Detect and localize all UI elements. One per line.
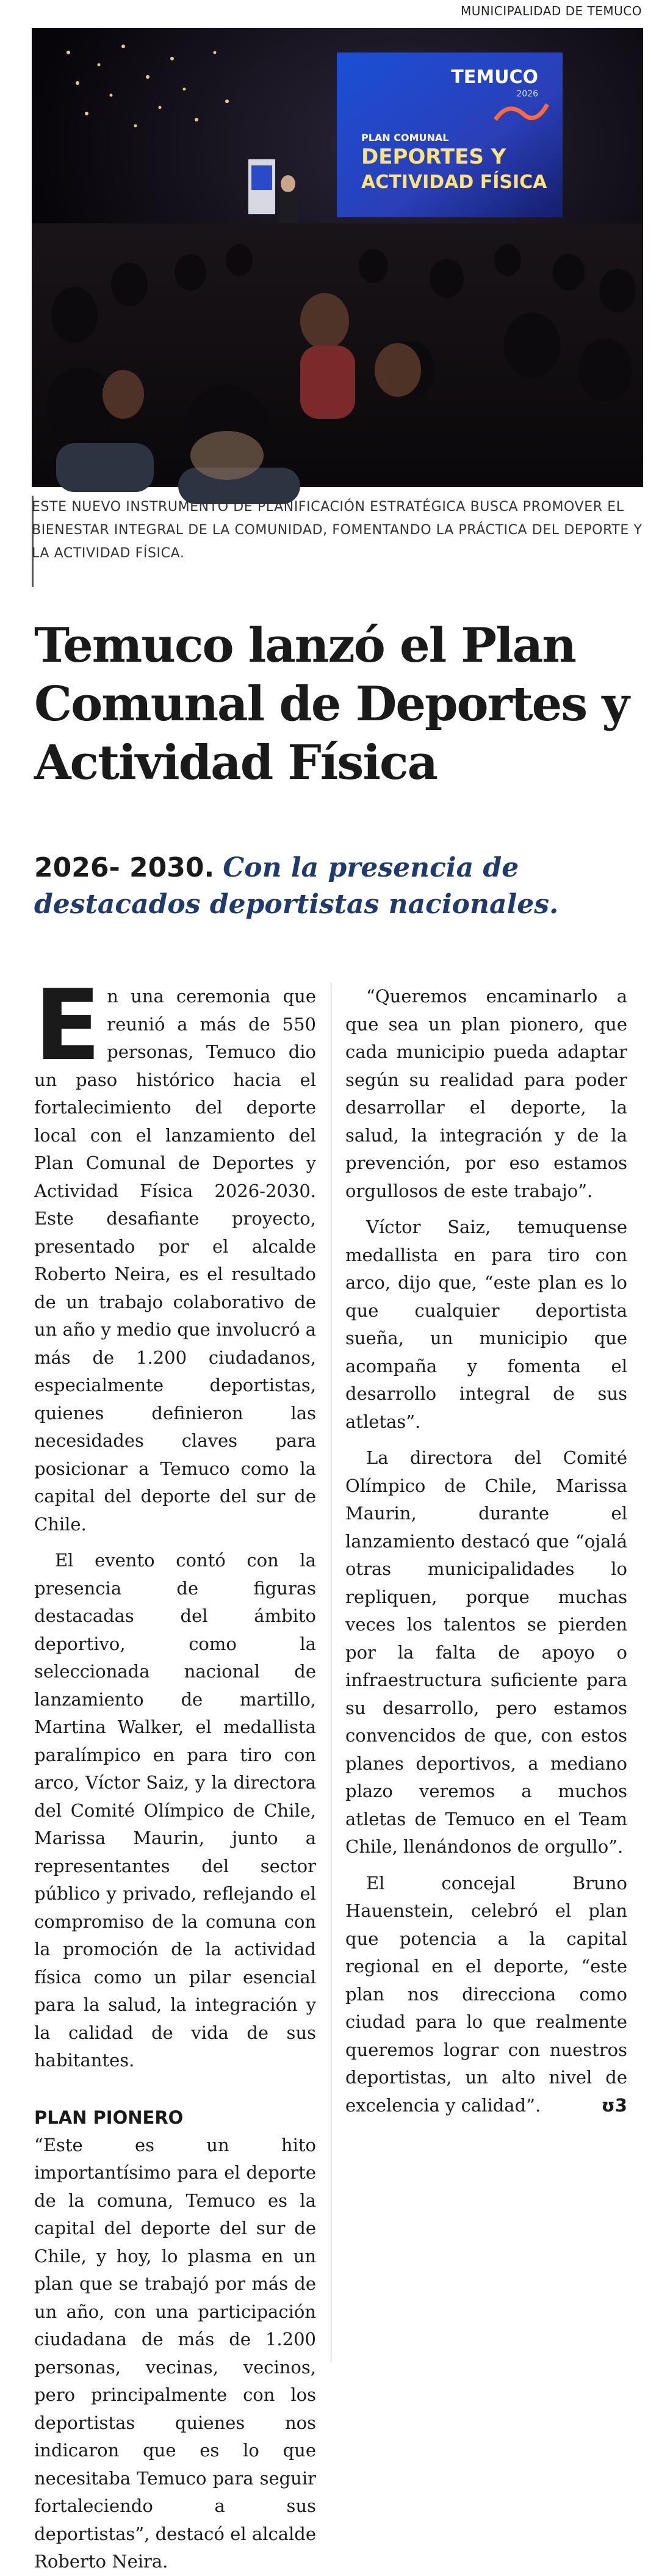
screen-logo-sub: 2026	[516, 89, 538, 99]
dropcap: E	[34, 968, 101, 1082]
article-column-right	[345, 983, 627, 2119]
end-mark-icon: ʊ3	[601, 2094, 627, 2116]
section-label: MUNICIPALIDAD DE TEMUCO	[461, 4, 642, 18]
paragraph-3: “Este es un hito importantísimo para el deporte de la comuna, Temuco es la capital del deporte del sur de Chile, y hoy, lo plasma en un plan que se trabajó por más de un año, con una participación ciudadana de más de 1.200 personas, vecinas, vecinos, pero principalmente con los deportistas quienes nos indicaron que es lo que necesitaba Temuco para seguir fortaleciendo a sus deportistas”, destacó el alcalde Roberto Neira.	[34, 2134, 316, 2572]
screen-line-2: DEPORTES Y	[361, 145, 506, 169]
screen-line-3: ACTIVIDAD FÍSICA	[361, 172, 547, 193]
article-column-left	[34, 968, 316, 2572]
subheadline-year: 2026- 2030.	[34, 852, 215, 883]
paragraph-1	[34, 968, 316, 1538]
photo-caption: ESTE NUEVO INSTRUMENTO DE PLANIFICACIÓN ESTRATÉGICA BUSCA PROMOVER EL BIENESTAR INTEGRAL DE LA COMUNIDAD, FOMENTANDO LA PRÁCTICA DEL DEPORTE Y LA ACTIVIDAD FÍSICA.	[32, 499, 643, 561]
section-subhead: PLAN PIONERO	[34, 2107, 184, 2128]
paragraph-1-text: n una ceremonia que reunió a más de 550 personas, Temuco dio un paso histórico hacia el fortalecimiento del deporte local con el lanzamiento del Plan Comunal de Deportes y Actividad Física 2026-2030. Este desafiante proyecto, presentado por el alcalde Roberto Neira, es el resultado de un trabajo colaborativo de un año y medio que involucró a más de 1.200 ciudadanos, especialmente deportistas, quienes definieron las necesidades claves para posicionar a Temuco como la capital del deporte del sur de Chile.	[34, 986, 316, 1535]
paragraph-7	[345, 1870, 627, 2120]
subheadline	[34, 850, 644, 923]
screen-line-1: PLAN COMUNAL	[361, 132, 449, 143]
paragraph-2: El evento contó con la presencia de figuras destacadas del ámbito deportivo, como la seleccionada nacional de lanzamiento de martillo, Martina Walker, el medallista paralímpico en para tiro con arco, Víctor Saiz, y la directora del Comité Olímpico de Chile, Marissa Maurin, junto a representantes del sector público y privado, reflejando el compromiso de la comuna con la promoción de la actividad física como un pilar esencial para la salud, la integración y la calidad de vida de sus habitantes.	[34, 1550, 316, 2071]
paragraph-5: Víctor Saiz, temuquense medallista en para tiro con arco, dijo que, “este plan es lo que cualquier deportista sueña, un municipio que acompaña y fomenta el desarrollo integral de sus atletas”.	[345, 1217, 627, 1432]
stage-screen	[337, 52, 563, 217]
paragraph-7-text: El concejal Bruno Hauenstein, celebró el plan que potencia a la capital regional en el deporte, “este plan nos direcciona como ciudad para lo que realmente queremos lograr con nuestros deportistas, un alto nivel de excelencia y calidad”.	[345, 1872, 627, 2116]
event-photo	[32, 28, 643, 487]
headline: Temuco lanzó el Plan Comunal de Deportes y Actividad Física	[34, 618, 628, 791]
paragraph-6: La directora del Comité Olímpico de Chile, Marissa Maurin, durante el lanzamiento destacó que “ojalá otras municipalidades lo repliquen, porque muchas veces los talentos se pierden por la falta de apoyo o infraestructura suficiente para su desarrollo, pero estamos convencidos de que, con estos planes deportivos, a mediano plazo veremos a muchos atletas de Temuco en el Team Chile, llenándonos de orgullo”.	[345, 1447, 627, 1857]
paragraph-4: “Queremos encaminarlo a que sea un plan pionero, que cada municipio pueda adaptar según su realidad para poder desarrollar el deporte, la salud, la integración y de la prevención, por eso estamos orgullosos de este trabajo”.	[345, 986, 627, 1201]
screen-logo: TEMUCO	[451, 67, 538, 88]
subheadline-lead: Con la presencia de destacados deportistas nacionales.	[34, 852, 559, 920]
